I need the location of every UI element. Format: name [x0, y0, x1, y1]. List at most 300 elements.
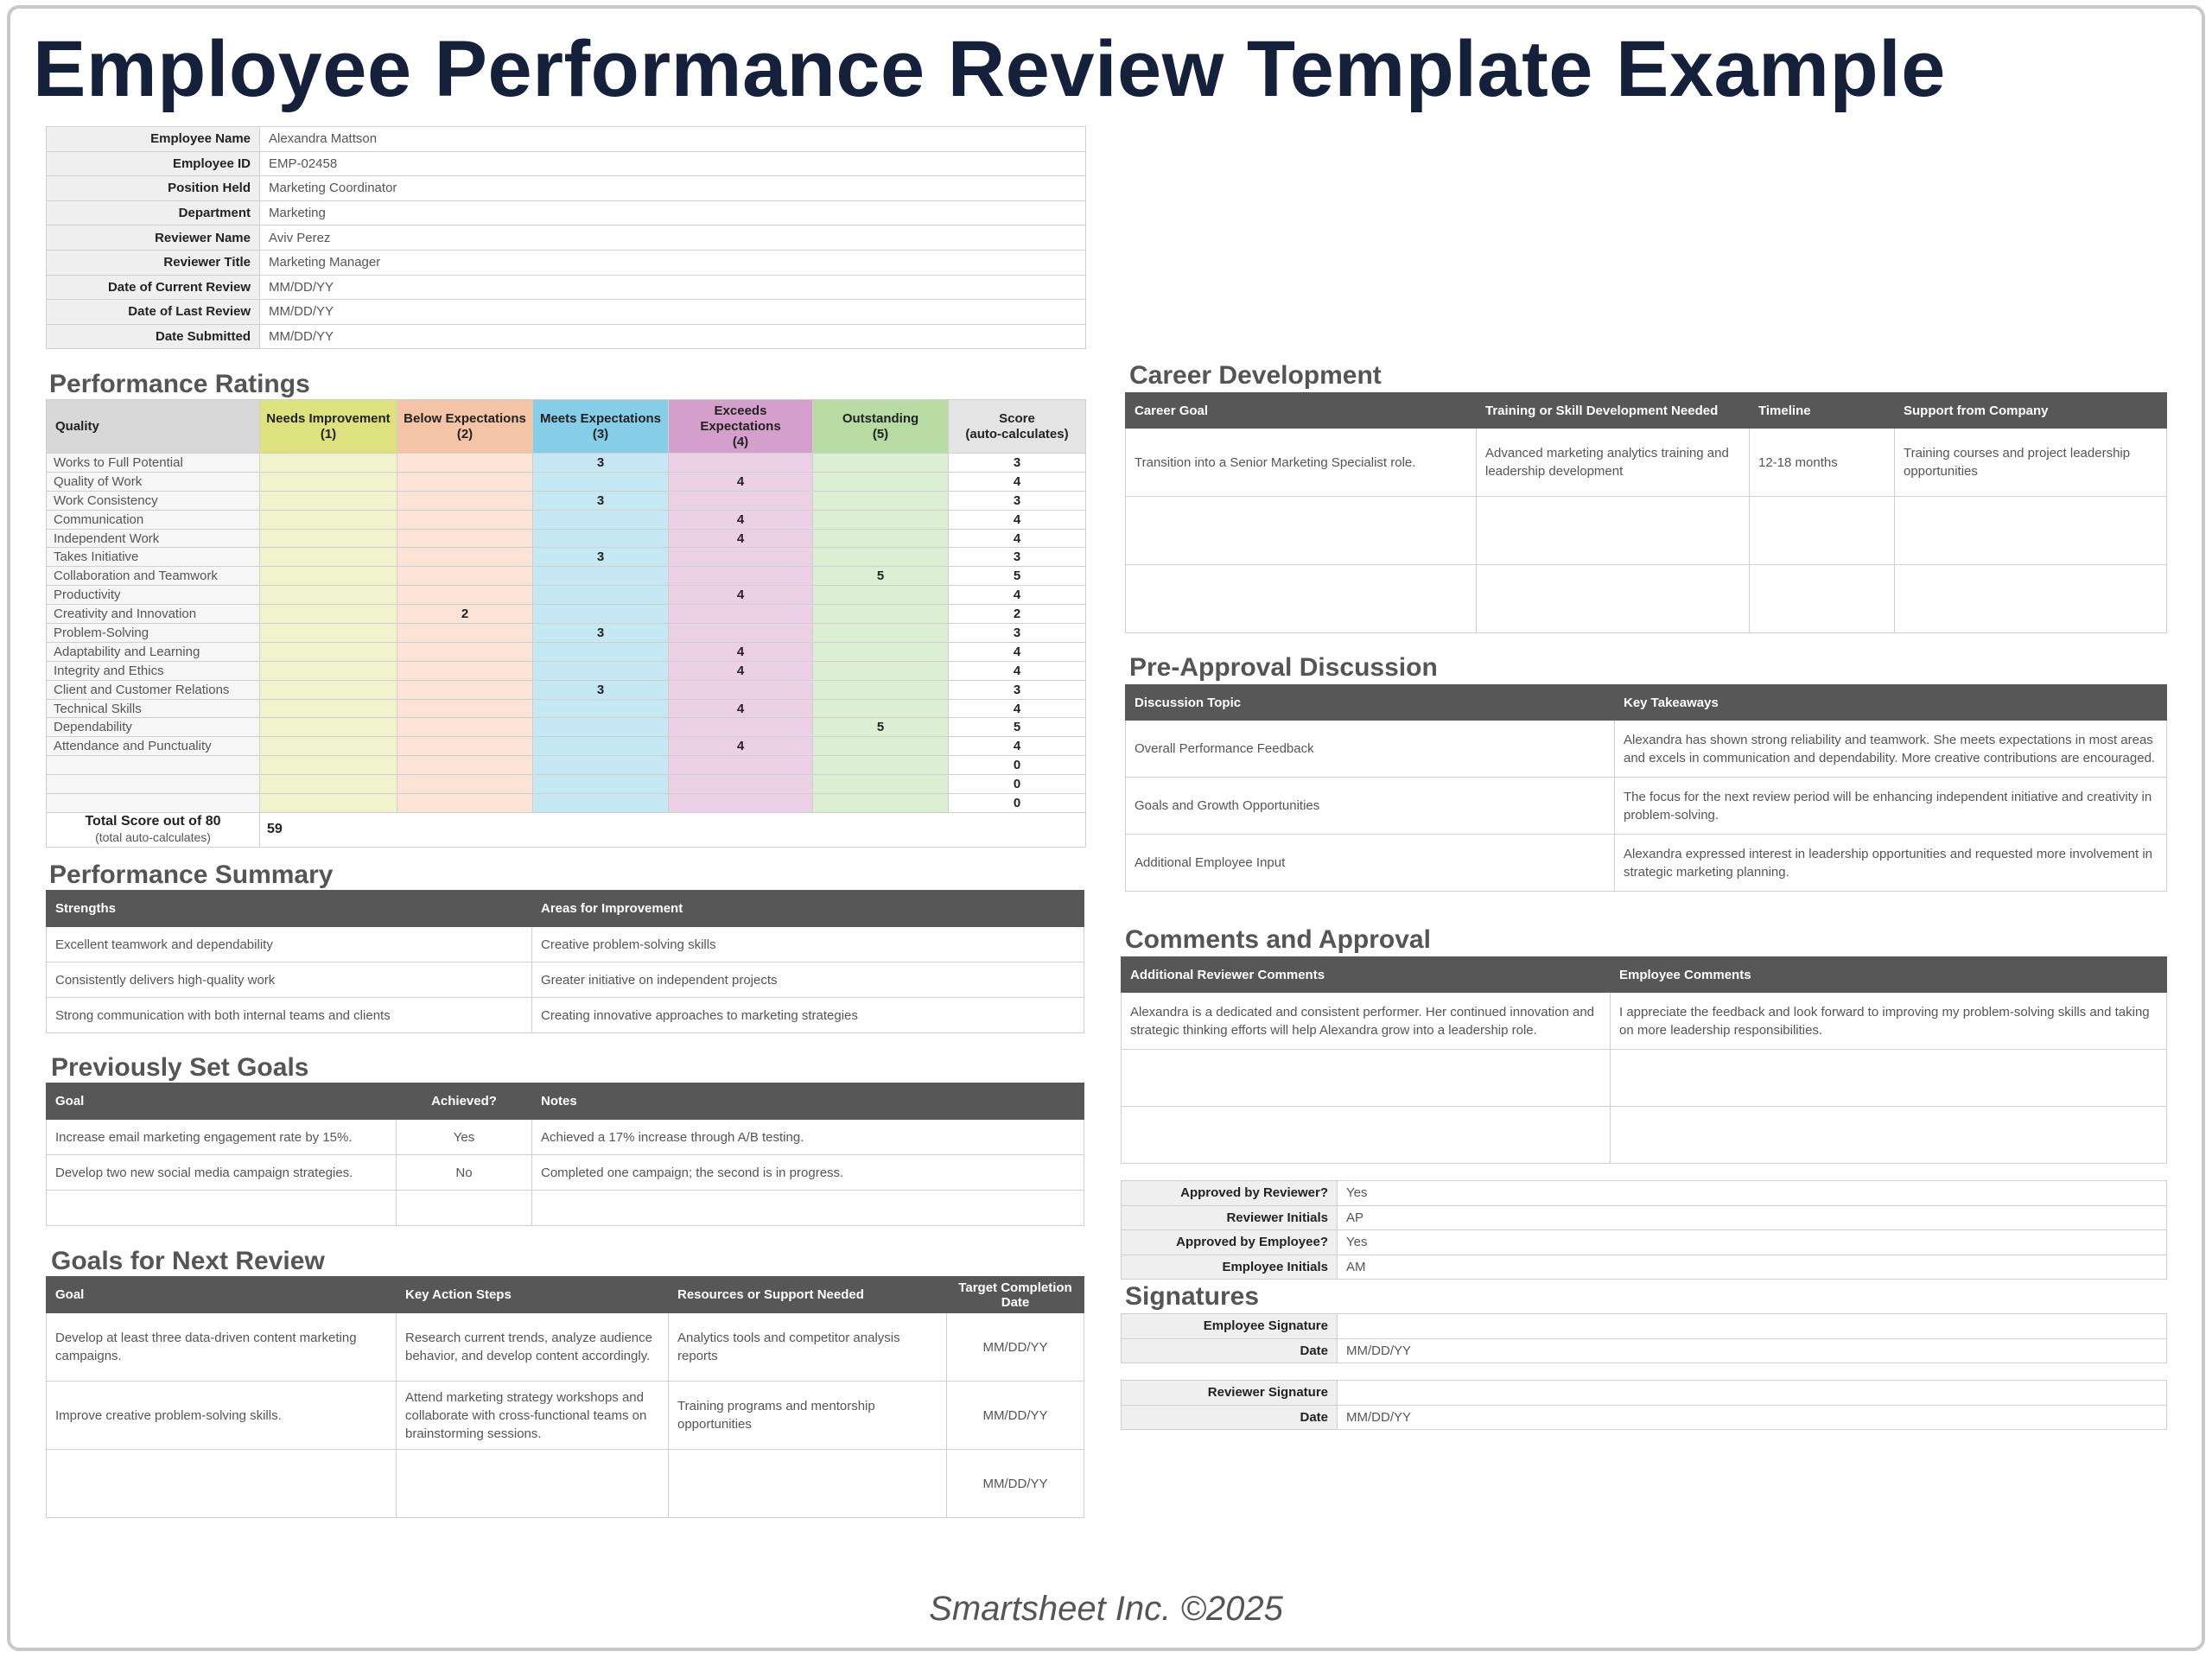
career-development-table	[1125, 392, 2167, 633]
quality-cell: Dependability	[47, 718, 260, 737]
training-cell[interactable]: Advanced marketing analytics training and leadership development	[1477, 429, 1750, 497]
info-label: Reviewer Name	[47, 226, 260, 251]
needs-improvement-cell[interactable]	[260, 737, 397, 756]
quality-cell	[47, 756, 260, 775]
score-cell: 5	[949, 567, 1086, 586]
career-goal-cell[interactable]	[1126, 565, 1477, 633]
below-expectations-cell[interactable]	[397, 529, 533, 548]
goal-cell[interactable]: Increase email marketing engagement rate by 15%.	[47, 1120, 397, 1155]
table-row	[1122, 1107, 2167, 1164]
strength-cell[interactable]: Strong communication with both internal teams and clients	[47, 998, 532, 1033]
training-cell[interactable]	[1477, 565, 1750, 633]
score-cell: 4	[949, 661, 1086, 680]
info-row	[47, 275, 1086, 300]
resources-cell[interactable]	[669, 1450, 947, 1518]
discussion-topic-cell[interactable]: Additional Employee Input	[1126, 835, 1615, 892]
meets-expectations-cell[interactable]	[533, 586, 669, 605]
support-header: Support from Company	[1895, 393, 2167, 429]
score-cell: 4	[949, 586, 1086, 605]
employee-signature-field[interactable]	[1338, 1314, 2167, 1339]
quality-cell: Problem-Solving	[47, 624, 260, 643]
info-label: Position Held	[47, 176, 260, 201]
exceeds-expectations-cell[interactable]: 4	[669, 586, 813, 605]
outstanding-cell[interactable]: 5	[813, 718, 949, 737]
employee-initials-field[interactable]: AM	[1338, 1255, 2167, 1280]
exceeds-expectations-cell[interactable]: 4	[669, 472, 813, 491]
needs-improvement-cell[interactable]	[260, 794, 397, 813]
exceeds-expectations-cell[interactable]	[669, 548, 813, 567]
below-expectations-cell[interactable]	[397, 472, 533, 491]
employee-id-field[interactable]: EMP-02458	[260, 151, 1086, 176]
employee-name-field[interactable]: Alexandra Mattson	[260, 127, 1086, 152]
outstanding-cell[interactable]	[813, 737, 949, 756]
table-row	[1122, 993, 2167, 1050]
strength-cell[interactable]: Consistently delivers high-quality work	[47, 962, 532, 998]
score-cell: 4	[949, 699, 1086, 718]
target-date-header: Target Completion Date	[947, 1277, 1084, 1313]
info-label: Approved by Reviewer?	[1122, 1181, 1338, 1206]
training-cell[interactable]	[1477, 497, 1750, 565]
timeline-header: Timeline	[1750, 393, 1895, 429]
info-row	[47, 250, 1086, 275]
exceeds-expectations-cell[interactable]	[669, 794, 813, 813]
strengths-header: Strengths	[47, 891, 532, 927]
meets-expectations-cell[interactable]: 3	[533, 548, 669, 567]
below-expectations-cell[interactable]	[397, 567, 533, 586]
below-expectations-cell[interactable]	[397, 491, 533, 510]
meets-expectations-cell[interactable]	[533, 642, 669, 661]
timeline-cell[interactable]	[1750, 565, 1895, 633]
table-row	[47, 1450, 1084, 1518]
info-row	[1122, 1255, 2167, 1280]
previous-goals-title: Previously Set Goals	[51, 1053, 309, 1082]
quality-cell: Work Consistency	[47, 491, 260, 510]
below-expectations-cell[interactable]	[397, 718, 533, 737]
below-expectations-cell[interactable]	[397, 510, 533, 529]
rating-row	[47, 567, 1086, 586]
meets-expectations-cell[interactable]	[533, 737, 669, 756]
performance-summary-table	[46, 890, 1084, 1033]
needs-improvement-cell[interactable]	[260, 510, 397, 529]
exceeds-expectations-cell[interactable]	[669, 756, 813, 775]
outstanding-cell[interactable]	[813, 680, 949, 699]
info-row	[47, 324, 1086, 349]
goal-header: Goal	[47, 1083, 397, 1120]
exceeds-expectations-cell[interactable]	[669, 775, 813, 794]
needs-improvement-header: Needs Improvement (1)	[260, 400, 397, 454]
outstanding-cell[interactable]	[813, 794, 949, 813]
quality-cell: Creativity and Innovation	[47, 605, 260, 624]
info-label: Employee Initials	[1122, 1255, 1338, 1280]
employee-signature-date-field[interactable]: MM/DD/YY	[1338, 1338, 2167, 1363]
action-steps-cell[interactable]: Research current trends, analyze audience behavior, and develop content accordingly.	[397, 1313, 669, 1382]
achieved-cell[interactable]: Yes	[397, 1120, 532, 1155]
quality-cell: Integrity and Ethics	[47, 661, 260, 680]
info-row	[1122, 1230, 2167, 1255]
employee-comment-cell[interactable]	[1611, 1050, 2167, 1107]
info-label: Date	[1122, 1338, 1338, 1363]
employee-info-table	[46, 126, 1086, 349]
needs-improvement-cell[interactable]	[260, 718, 397, 737]
info-row	[47, 127, 1086, 152]
support-cell[interactable]: Training courses and project leadership opportunities	[1895, 429, 2167, 497]
exceeds-expectations-cell[interactable]	[669, 567, 813, 586]
action-steps-cell[interactable]: Attend marketing strategy workshops and collaborate with cross-functional teams on brainstorming sessions.	[397, 1382, 669, 1450]
score-cell: 4	[949, 472, 1086, 491]
meets-expectations-cell[interactable]	[533, 718, 669, 737]
improvement-cell[interactable]: Greater initiative on independent projects	[532, 962, 1084, 998]
areas-improvement-header: Areas for Improvement	[532, 891, 1084, 927]
reviewer-comment-cell[interactable]: Alexandra is a dedicated and consistent performer. Her continued innovation and strategic thinking efforts will help Alexandra grow into a leadership role.	[1122, 993, 1611, 1050]
below-expectations-cell[interactable]	[397, 794, 533, 813]
reviewer-title-field[interactable]: Marketing Manager	[260, 250, 1086, 275]
quality-cell: Productivity	[47, 586, 260, 605]
table-row	[1126, 429, 2167, 497]
needs-improvement-cell[interactable]	[260, 491, 397, 510]
timeline-cell[interactable]: 12-18 months	[1750, 429, 1895, 497]
needs-improvement-cell[interactable]	[260, 529, 397, 548]
needs-improvement-cell[interactable]	[260, 454, 397, 473]
table-row	[47, 962, 1084, 998]
employee-signature-table	[1121, 1313, 2167, 1363]
info-row	[47, 300, 1086, 325]
key-takeaways-cell[interactable]: Alexandra has shown strong reliability and teamwork. She meets expectations in most areas and excels in communication and dependability. More creative contributions are encouraged.	[1615, 721, 2167, 778]
timeline-cell[interactable]	[1750, 497, 1895, 565]
outstanding-cell[interactable]	[813, 548, 949, 567]
rating-row	[47, 510, 1086, 529]
info-label: Reviewer Initials	[1122, 1205, 1338, 1230]
score-cell: 5	[949, 718, 1086, 737]
info-row	[47, 151, 1086, 176]
notes-header: Notes	[532, 1083, 1084, 1120]
needs-improvement-cell[interactable]	[260, 586, 397, 605]
score-cell: 4	[949, 510, 1086, 529]
performance-ratings-table	[46, 399, 1086, 848]
total-score-row	[47, 812, 1086, 847]
table-row	[47, 1313, 1084, 1382]
reviewer-comments-header: Additional Reviewer Comments	[1122, 957, 1611, 993]
info-label: Date of Last Review	[47, 300, 260, 325]
score-cell: 3	[949, 548, 1086, 567]
approved-by-reviewer-field[interactable]: Yes	[1338, 1181, 2167, 1206]
outstanding-cell[interactable]	[813, 624, 949, 643]
needs-improvement-cell[interactable]	[260, 548, 397, 567]
meets-expectations-cell[interactable]: 3	[533, 491, 669, 510]
notes-cell[interactable]: Achieved a 17% increase through A/B testing.	[532, 1120, 1084, 1155]
table-row	[47, 927, 1084, 962]
meets-expectations-cell[interactable]: 3	[533, 454, 669, 473]
table-row	[47, 1120, 1084, 1155]
target-date-cell[interactable]: MM/DD/YY	[947, 1450, 1084, 1518]
page-title: Employee Performance Review Template Example	[33, 25, 1946, 113]
outstanding-cell[interactable]	[813, 605, 949, 624]
notes-cell[interactable]: Completed one campaign; the second is in progress.	[532, 1155, 1084, 1191]
exceeds-expectations-cell[interactable]	[669, 718, 813, 737]
exceeds-expectations-cell[interactable]	[669, 491, 813, 510]
meets-expectations-cell[interactable]	[533, 529, 669, 548]
reviewer-signature-table	[1121, 1380, 2167, 1430]
reviewer-signature-date-field[interactable]: MM/DD/YY	[1338, 1405, 2167, 1430]
meets-expectations-cell[interactable]	[533, 794, 669, 813]
quality-cell: Client and Customer Relations	[47, 680, 260, 699]
info-row	[47, 200, 1086, 226]
approved-by-employee-field[interactable]: Yes	[1338, 1230, 2167, 1255]
score-header: Score (auto-calculates)	[949, 400, 1086, 454]
department-field[interactable]: Marketing	[260, 200, 1086, 226]
meets-expectations-cell[interactable]: 3	[533, 624, 669, 643]
support-cell[interactable]	[1895, 497, 2167, 565]
goal-cell[interactable]	[47, 1450, 397, 1518]
goal-cell[interactable]: Improve creative problem-solving skills.	[47, 1382, 397, 1450]
outstanding-cell[interactable]	[813, 699, 949, 718]
date-submitted-field[interactable]: MM/DD/YY	[260, 324, 1086, 349]
needs-improvement-cell[interactable]	[260, 775, 397, 794]
exceeds-expectations-cell[interactable]	[669, 680, 813, 699]
career-goal-cell[interactable]: Transition into a Senior Marketing Specialist role.	[1126, 429, 1477, 497]
exceeds-expectations-cell[interactable]: 4	[669, 642, 813, 661]
employee-comment-cell[interactable]	[1611, 1107, 2167, 1164]
meets-expectations-cell[interactable]	[533, 775, 669, 794]
quality-cell: Works to Full Potential	[47, 454, 260, 473]
quality-cell: Technical Skills	[47, 699, 260, 718]
exceeds-expectations-cell[interactable]: 4	[669, 510, 813, 529]
outstanding-cell[interactable]	[813, 510, 949, 529]
quality-cell	[47, 794, 260, 813]
outstanding-cell[interactable]	[813, 491, 949, 510]
table-row	[47, 998, 1084, 1033]
info-label: Date Submitted	[47, 324, 260, 349]
below-expectations-cell[interactable]	[397, 699, 533, 718]
achieved-cell[interactable]	[397, 1191, 532, 1226]
exceeds-expectations-cell[interactable]: 4	[669, 661, 813, 680]
exceeds-expectations-header: Exceeds Expectations (4)	[669, 400, 813, 454]
score-cell: 2	[949, 605, 1086, 624]
info-label: Employee Signature	[1122, 1314, 1338, 1339]
rating-row	[47, 586, 1086, 605]
achieved-header: Achieved?	[397, 1083, 532, 1120]
meets-expectations-cell[interactable]	[533, 510, 669, 529]
info-label: Date of Current Review	[47, 275, 260, 300]
goal-cell[interactable]	[47, 1191, 397, 1226]
strength-cell[interactable]: Excellent teamwork and dependability	[47, 927, 532, 962]
rating-row	[47, 661, 1086, 680]
current-review-date-field[interactable]: MM/DD/YY	[260, 275, 1086, 300]
quality-cell: Attendance and Punctuality	[47, 737, 260, 756]
pre-approval-title: Pre-Approval Discussion	[1129, 653, 1438, 682]
rating-row	[47, 794, 1086, 813]
needs-improvement-cell[interactable]	[260, 567, 397, 586]
improvement-cell[interactable]: Creating innovative approaches to marketing strategies	[532, 998, 1084, 1033]
below-expectations-cell[interactable]: 2	[397, 605, 533, 624]
meets-expectations-cell[interactable]: 3	[533, 680, 669, 699]
exceeds-expectations-cell[interactable]	[669, 454, 813, 473]
rating-row	[47, 491, 1086, 510]
outstanding-cell[interactable]	[813, 586, 949, 605]
rating-row	[47, 775, 1086, 794]
rating-row	[47, 642, 1086, 661]
quality-cell: Collaboration and Teamwork	[47, 567, 260, 586]
outstanding-cell[interactable]	[813, 529, 949, 548]
table-row	[1126, 778, 2167, 835]
outstanding-cell[interactable]	[813, 756, 949, 775]
score-cell: 4	[949, 737, 1086, 756]
meets-expectations-cell[interactable]	[533, 661, 669, 680]
info-row	[1122, 1314, 2167, 1339]
table-row	[1126, 721, 2167, 778]
position-field[interactable]: Marketing Coordinator	[260, 176, 1086, 201]
achieved-cell[interactable]: No	[397, 1155, 532, 1191]
score-cell: 3	[949, 680, 1086, 699]
notes-cell[interactable]	[532, 1191, 1084, 1226]
resources-cell[interactable]: Training programs and mentorship opportunities	[669, 1382, 947, 1450]
rating-row	[47, 454, 1086, 473]
outstanding-cell[interactable]	[813, 661, 949, 680]
info-label: Employee Name	[47, 127, 260, 152]
rating-row	[47, 605, 1086, 624]
below-expectations-cell[interactable]	[397, 737, 533, 756]
total-score-label: Total Score out of 80 (total auto-calculates)	[47, 812, 260, 847]
table-row	[1126, 497, 2167, 565]
discussion-topic-cell[interactable]: Goals and Growth Opportunities	[1126, 778, 1615, 835]
quality-cell: Adaptability and Learning	[47, 642, 260, 661]
info-label: Reviewer Title	[47, 250, 260, 275]
career-development-title: Career Development	[1129, 361, 1382, 390]
outstanding-cell[interactable]: 5	[813, 567, 949, 586]
resources-cell[interactable]: Analytics tools and competitor analysis reports	[669, 1313, 947, 1382]
below-expectations-cell[interactable]	[397, 586, 533, 605]
needs-improvement-cell[interactable]	[260, 661, 397, 680]
exceeds-expectations-cell[interactable]: 4	[669, 699, 813, 718]
next-goals-table	[46, 1276, 1084, 1518]
table-row	[1126, 565, 2167, 633]
exceeds-expectations-cell[interactable]: 4	[669, 737, 813, 756]
employee-comments-header: Employee Comments	[1611, 957, 2167, 993]
rating-row	[47, 737, 1086, 756]
exceeds-expectations-cell[interactable]	[669, 605, 813, 624]
quality-cell	[47, 775, 260, 794]
pre-approval-table	[1125, 684, 2167, 892]
score-cell: 0	[949, 775, 1086, 794]
below-expectations-cell[interactable]	[397, 756, 533, 775]
rating-row	[47, 624, 1086, 643]
needs-improvement-cell[interactable]	[260, 472, 397, 491]
action-steps-cell[interactable]	[397, 1450, 669, 1518]
last-review-date-field[interactable]: MM/DD/YY	[260, 300, 1086, 325]
key-takeaways-cell[interactable]: The focus for the next review period will be enhancing independent initiative and creativity in problem-solving.	[1615, 778, 2167, 835]
info-row	[1122, 1381, 2167, 1406]
discussion-topic-cell[interactable]: Overall Performance Feedback	[1126, 721, 1615, 778]
below-expectations-cell[interactable]	[397, 548, 533, 567]
outstanding-cell[interactable]	[813, 472, 949, 491]
comments-approval-title: Comments and Approval	[1125, 925, 1431, 954]
score-cell: 0	[949, 756, 1086, 775]
key-takeaways-cell[interactable]: Alexandra expressed interest in leadership opportunities and requested more involvement in strategic marketing planning.	[1615, 835, 2167, 892]
outstanding-header: Outstanding (5)	[813, 400, 949, 454]
outstanding-cell[interactable]	[813, 775, 949, 794]
goal-cell[interactable]: Develop at least three data-driven content marketing campaigns.	[47, 1313, 397, 1382]
needs-improvement-cell[interactable]	[260, 624, 397, 643]
below-expectations-cell[interactable]	[397, 454, 533, 473]
quality-header: Quality	[47, 400, 260, 454]
info-label: Approved by Employee?	[1122, 1230, 1338, 1255]
needs-improvement-cell[interactable]	[260, 699, 397, 718]
reviewer-signature-field[interactable]	[1338, 1381, 2167, 1406]
meets-expectations-cell[interactable]	[533, 567, 669, 586]
approval-table	[1121, 1180, 2167, 1280]
meets-expectations-cell[interactable]	[533, 605, 669, 624]
employee-comment-cell[interactable]: I appreciate the feedback and look forward to improving my problem-solving skills and taking on more leadership responsibilities.	[1611, 993, 2167, 1050]
exceeds-expectations-cell[interactable]: 4	[669, 529, 813, 548]
target-date-cell[interactable]: MM/DD/YY	[947, 1382, 1084, 1450]
quality-cell: Takes Initiative	[47, 548, 260, 567]
info-row	[1122, 1205, 2167, 1230]
info-label: Reviewer Signature	[1122, 1381, 1338, 1406]
support-cell[interactable]	[1895, 565, 2167, 633]
below-expectations-cell[interactable]	[397, 624, 533, 643]
needs-improvement-cell[interactable]	[260, 642, 397, 661]
improvement-cell[interactable]: Creative problem-solving skills	[532, 927, 1084, 962]
below-expectations-cell[interactable]	[397, 775, 533, 794]
career-goal-cell[interactable]	[1126, 497, 1477, 565]
score-cell: 3	[949, 454, 1086, 473]
goal-cell[interactable]: Develop two new social media campaign strategies.	[47, 1155, 397, 1191]
rating-row	[47, 756, 1086, 775]
score-cell: 0	[949, 794, 1086, 813]
outstanding-cell[interactable]	[813, 642, 949, 661]
meets-expectations-cell[interactable]	[533, 756, 669, 775]
needs-improvement-cell[interactable]	[260, 605, 397, 624]
info-label: Date	[1122, 1405, 1338, 1430]
reviewer-name-field[interactable]: Aviv Perez	[260, 226, 1086, 251]
score-cell: 3	[949, 624, 1086, 643]
career-goal-header: Career Goal	[1126, 393, 1477, 429]
needs-improvement-cell[interactable]	[260, 756, 397, 775]
table-row	[47, 1382, 1084, 1450]
meets-expectations-cell[interactable]	[533, 472, 669, 491]
rating-row	[47, 472, 1086, 491]
signatures-title: Signatures	[1125, 1282, 1260, 1311]
quality-cell: Independent Work	[47, 529, 260, 548]
below-expectations-cell[interactable]	[397, 680, 533, 699]
info-row	[1122, 1181, 2167, 1206]
meets-expectations-header: Meets Expectations (3)	[533, 400, 669, 454]
performance-ratings-title: Performance Ratings	[49, 370, 310, 398]
outstanding-cell[interactable]	[813, 454, 949, 473]
target-date-cell[interactable]: MM/DD/YY	[947, 1313, 1084, 1382]
meets-expectations-cell[interactable]	[533, 699, 669, 718]
info-row	[47, 176, 1086, 201]
below-expectations-header: Below Expectations (2)	[397, 400, 533, 454]
reviewer-initials-field[interactable]: AP	[1338, 1205, 2167, 1230]
table-row	[1122, 1050, 2167, 1107]
table-row	[47, 1155, 1084, 1191]
total-score-value: 59	[260, 812, 1086, 847]
training-header: Training or Skill Development Needed	[1477, 393, 1750, 429]
reviewer-comment-cell[interactable]	[1122, 1107, 1611, 1164]
rating-row	[47, 548, 1086, 567]
score-cell: 4	[949, 529, 1086, 548]
reviewer-comment-cell[interactable]	[1122, 1050, 1611, 1107]
rating-row	[47, 680, 1086, 699]
resources-header: Resources or Support Needed	[669, 1277, 947, 1313]
info-row	[47, 226, 1086, 251]
below-expectations-cell[interactable]	[397, 661, 533, 680]
below-expectations-cell[interactable]	[397, 642, 533, 661]
info-row	[1122, 1405, 2167, 1430]
exceeds-expectations-cell[interactable]	[669, 624, 813, 643]
quality-cell: Quality of Work	[47, 472, 260, 491]
needs-improvement-cell[interactable]	[260, 680, 397, 699]
